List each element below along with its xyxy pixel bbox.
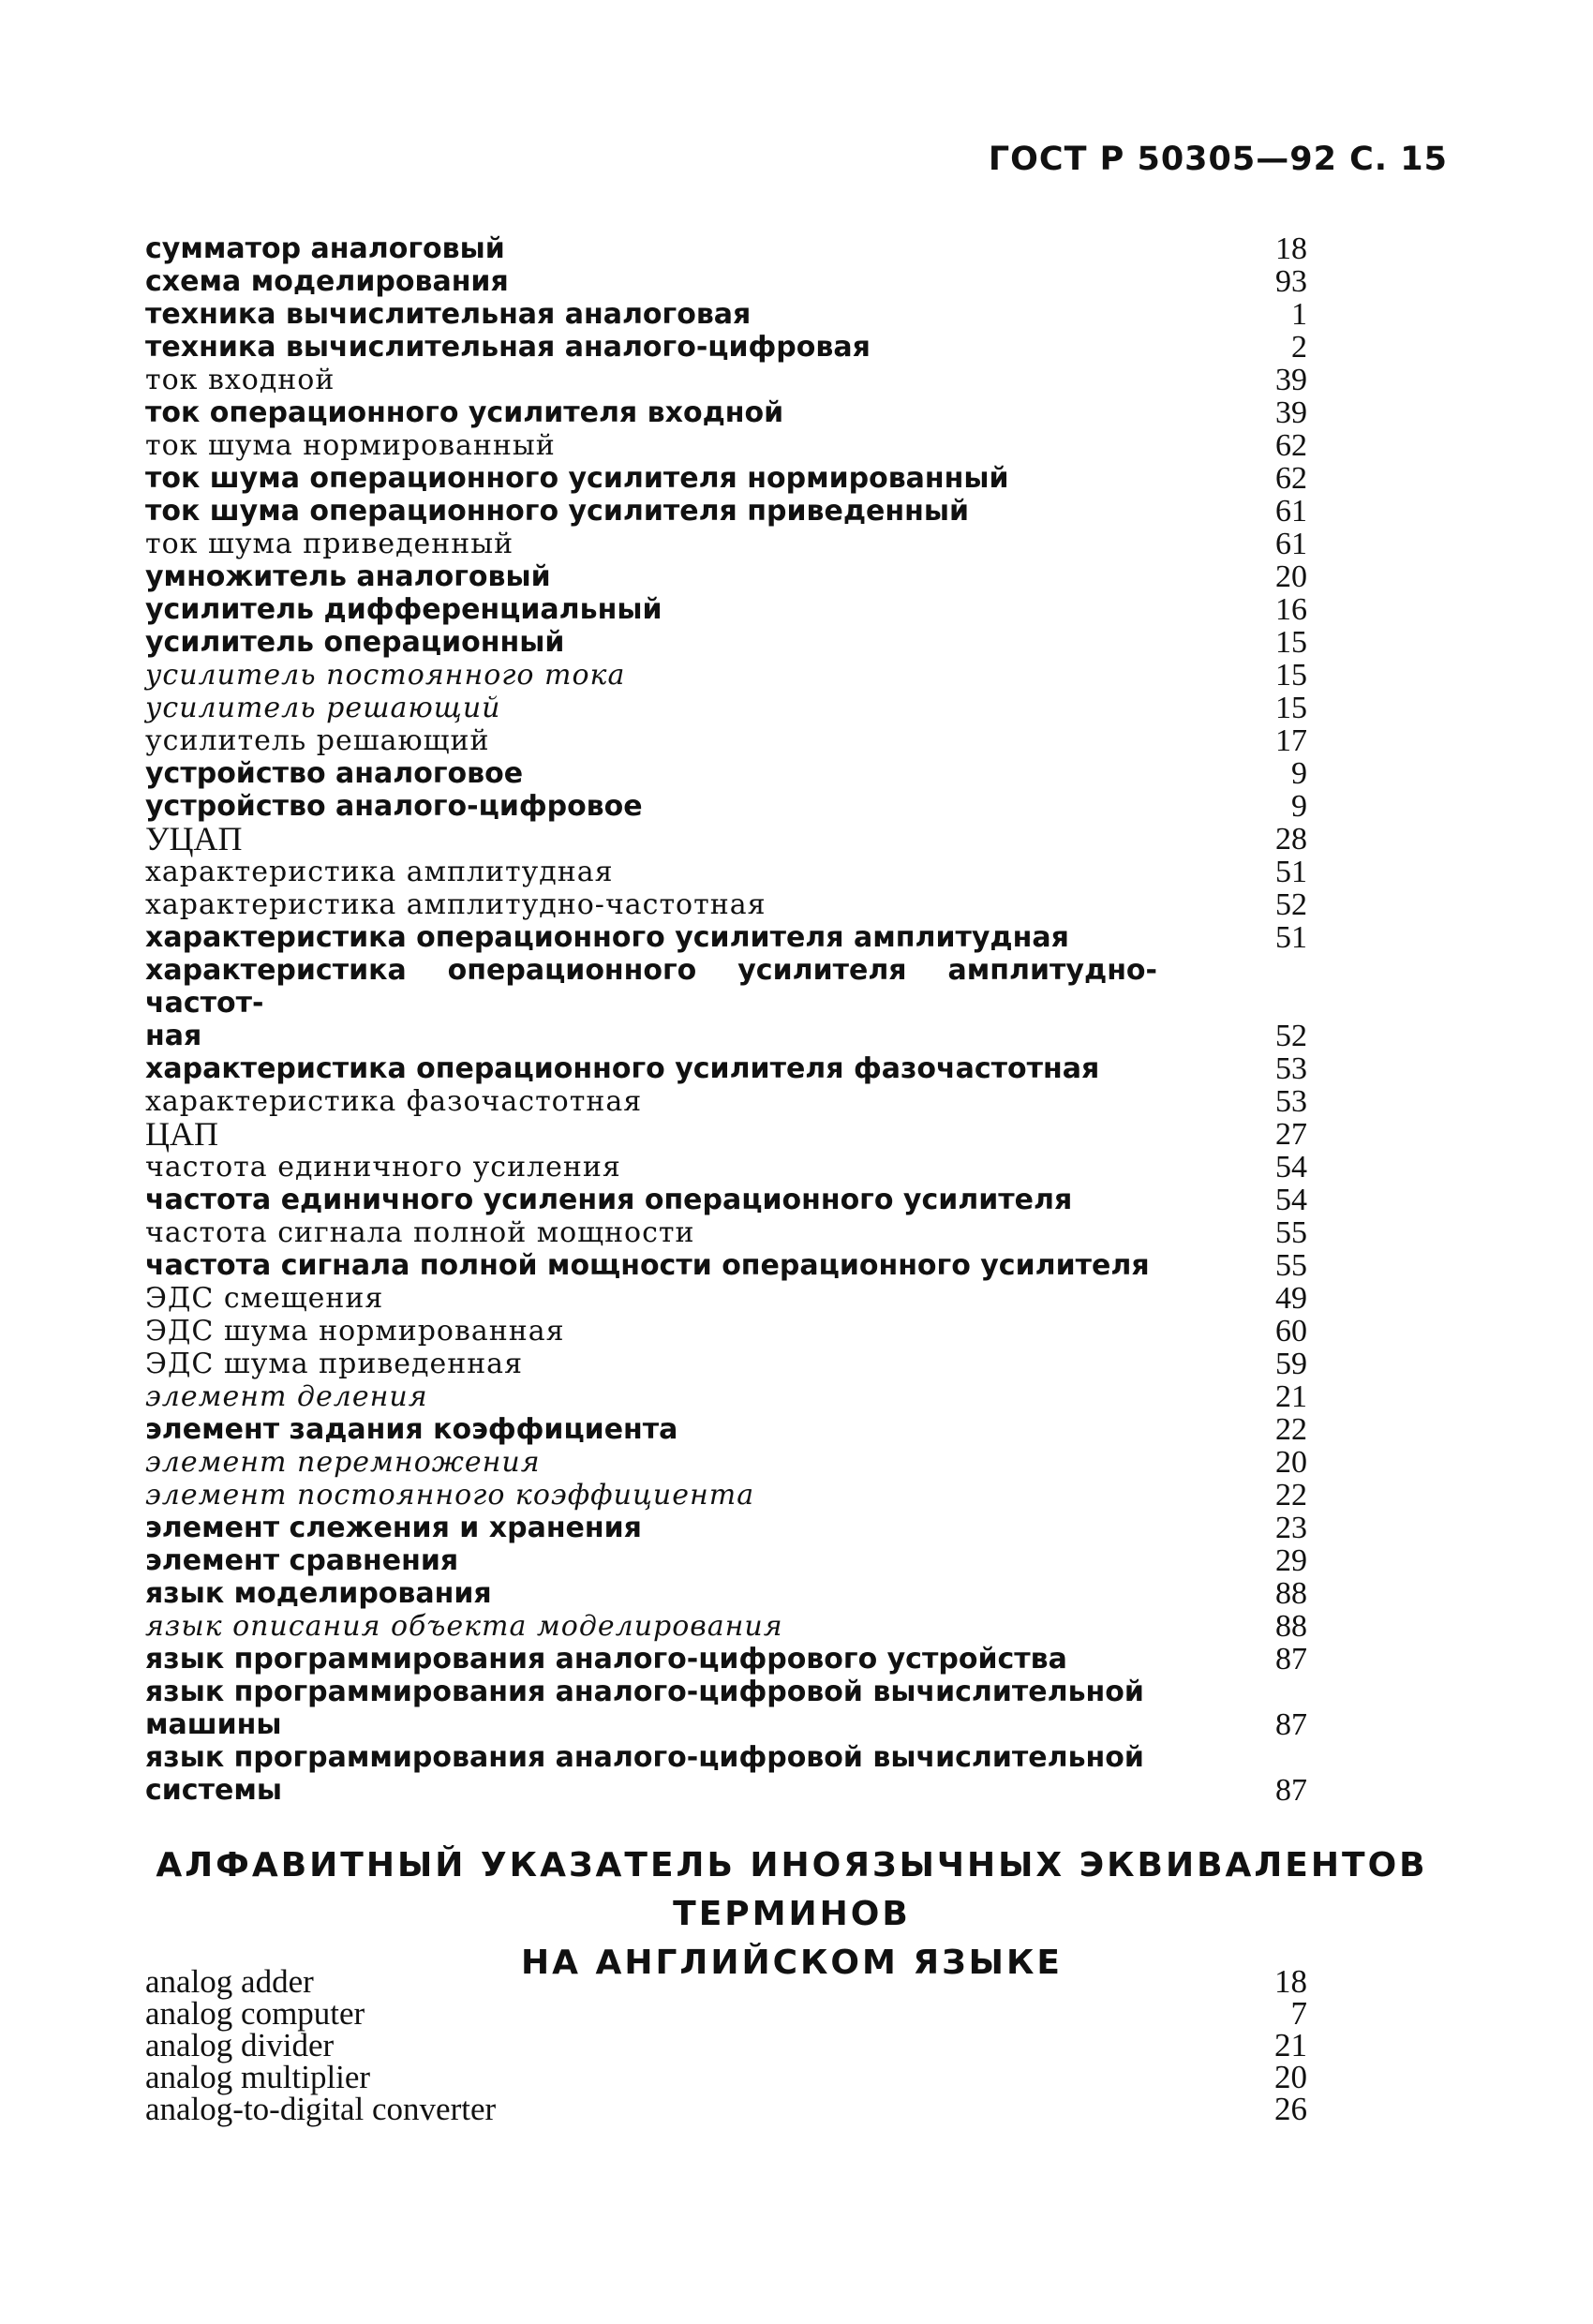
- index-page-number: 88: [1275, 1609, 1307, 1644]
- index-entry: [145, 1643, 1317, 1676]
- index-entry: [145, 1315, 1317, 1348]
- index-term: частота единичного усиления: [145, 1151, 621, 1184]
- index-page-number: 2: [1291, 330, 1307, 365]
- index-term: ЭДС шума нормированная: [145, 1315, 565, 1348]
- index-term: машины: [145, 1708, 282, 1741]
- index-term: ная: [145, 1020, 202, 1052]
- index-term: ток операционного усилителя входной: [145, 396, 784, 429]
- index-term: частота сигнала полной мощности: [145, 1216, 695, 1249]
- index-term: усилитель операционный: [145, 626, 565, 659]
- english-index-term: analog adder: [145, 1963, 314, 2000]
- english-index-term: analog multiplier: [145, 2059, 371, 2095]
- index-entry: [145, 921, 1317, 954]
- index-term: характеристика фазочастотная: [145, 1085, 643, 1118]
- index-entry: [145, 954, 1317, 1020]
- english-index-term: analog computer: [145, 1995, 365, 2032]
- index-page-number: 87: [1275, 1642, 1307, 1676]
- index-entry: [145, 1413, 1317, 1446]
- index-term: усилитель дифференциальный: [145, 593, 663, 626]
- english-index-page-number: 20: [1274, 2059, 1307, 2095]
- index-page-number: 18: [1275, 231, 1307, 266]
- index-term: элемент перемножения: [145, 1446, 541, 1479]
- index-term: характеристика амплитудная: [145, 856, 614, 888]
- index-entry: [145, 1512, 1317, 1544]
- index-entry: [145, 396, 1317, 429]
- index-term: язык моделирования: [145, 1577, 492, 1610]
- index-page-number: 29: [1275, 1543, 1307, 1578]
- index-term: системы: [145, 1774, 282, 1807]
- index-entry: [145, 1115, 1317, 1153]
- index-entry: [145, 495, 1317, 528]
- index-page-number: 87: [1275, 1707, 1307, 1742]
- index-entry: [145, 692, 1317, 724]
- english-index-entry: [145, 2093, 1317, 2125]
- index-term: характеристика амплитудно-частотная: [145, 888, 767, 921]
- index-term: ЦАП: [145, 1115, 218, 1153]
- index-page-number: 9: [1291, 756, 1307, 791]
- index-term: характеристика операционного усилителя амплитудная: [145, 921, 1069, 954]
- english-index-page-number: 18: [1274, 1963, 1307, 2000]
- index-page-number: 52: [1275, 887, 1307, 922]
- english-index-page-number: 7: [1290, 1995, 1307, 2032]
- index-page-number: 51: [1275, 920, 1307, 955]
- index-page-number: 59: [1275, 1347, 1307, 1381]
- index-entry: [145, 1282, 1317, 1315]
- index-entry: [145, 626, 1317, 659]
- index-page-number: 28: [1275, 822, 1307, 857]
- index-term: ток шума нормированный: [145, 429, 556, 462]
- index-term: устройство аналого-цифровое: [145, 790, 643, 823]
- index-page-number: 49: [1275, 1281, 1307, 1316]
- index-term: характеристика операционного усилителя амплитудно-частот-: [145, 954, 1157, 1020]
- english-index-entry: [145, 2059, 1317, 2095]
- index-page-number: 54: [1275, 1183, 1307, 1217]
- index-page-number: 60: [1275, 1314, 1307, 1348]
- index-term: характеристика операционного усилителя фазочастотная: [145, 1052, 1100, 1085]
- index-page-number: 54: [1275, 1150, 1307, 1184]
- index-term: язык программирования аналого-цифрового устройства: [145, 1643, 1067, 1676]
- index-term: частота единичного усиления операционного усилителя: [145, 1184, 1073, 1216]
- index-term: усилитель решающий: [145, 724, 490, 757]
- russian-term-index: [145, 232, 1317, 1807]
- index-term: сумматор аналоговый: [145, 232, 505, 265]
- english-index-entry: [145, 1995, 1317, 2032]
- index-entry: [145, 1544, 1317, 1577]
- index-term: ток шума операционного усилителя приведенный: [145, 495, 969, 528]
- index-term: усилитель решающий: [145, 692, 501, 724]
- english-index-term: analog-to-digital converter: [145, 2091, 497, 2127]
- index-term: устройство аналоговое: [145, 757, 524, 790]
- index-term: ЭДС смещения: [145, 1282, 384, 1315]
- index-entry: [145, 1348, 1317, 1380]
- index-term: техника вычислительная аналоговая: [145, 298, 752, 331]
- index-term: элемент задания коэффициента: [145, 1413, 678, 1446]
- index-entry: [145, 888, 1317, 921]
- index-term: схема моделирования: [145, 265, 509, 298]
- index-term: элемент деления: [145, 1380, 428, 1413]
- index-term: частота сигнала полной мощности операционного усилителя: [145, 1249, 1150, 1282]
- index-page-number: 15: [1275, 691, 1307, 725]
- english-index-page-number: 21: [1274, 2027, 1307, 2063]
- index-entry: [145, 265, 1317, 298]
- index-entry: [145, 724, 1317, 757]
- index-entry: [145, 1610, 1317, 1643]
- index-entry: [145, 790, 1317, 823]
- index-page-number: 53: [1275, 1084, 1307, 1119]
- index-page-number: 51: [1275, 855, 1307, 889]
- index-page-number: 55: [1275, 1215, 1307, 1250]
- index-page-number: 52: [1275, 1019, 1307, 1053]
- index-page-number: 20: [1275, 1445, 1307, 1480]
- index-page-number: 93: [1275, 264, 1307, 299]
- index-term: язык программирования аналого-цифровой вычислительной: [145, 1741, 1144, 1774]
- index-term: элемент сравнения: [145, 1544, 459, 1577]
- index-page-number: 62: [1275, 461, 1307, 496]
- index-page-number: 27: [1275, 1117, 1307, 1152]
- index-entry: [145, 1216, 1317, 1249]
- index-page-number: 17: [1275, 723, 1307, 758]
- index-page-number: 55: [1275, 1248, 1307, 1283]
- index-entry: [145, 1741, 1317, 1774]
- index-term: ток входной: [145, 364, 335, 396]
- index-entry: [145, 462, 1317, 495]
- index-entry: [145, 331, 1317, 364]
- index-page-number: 22: [1275, 1412, 1307, 1447]
- index-entry: [145, 856, 1317, 888]
- index-term: УЦАП: [145, 820, 243, 857]
- index-entry: [145, 1446, 1317, 1479]
- index-page-number: 15: [1275, 625, 1307, 660]
- section-title-line-1: АЛФАВИТНЫЙ УКАЗАТЕЛЬ ИНОЯЗЫЧНЫХ ЭКВИВАЛЕНТОВ ТЕРМИНОВ: [156, 1846, 1428, 1933]
- index-entry: [145, 1184, 1317, 1216]
- index-page-number: 87: [1275, 1773, 1307, 1808]
- index-page-number: 53: [1275, 1051, 1307, 1086]
- index-term: ток шума операционного усилителя нормированный: [145, 462, 1009, 495]
- index-entry: [145, 820, 1317, 857]
- index-page-number: 20: [1275, 559, 1307, 594]
- index-entry: [145, 1708, 1317, 1741]
- index-page-number: 1: [1291, 297, 1307, 332]
- index-entry: [145, 1052, 1317, 1085]
- index-page-number: 61: [1275, 494, 1307, 529]
- index-page-number: 9: [1291, 789, 1307, 824]
- index-entry: [145, 1085, 1317, 1118]
- index-term: элемент постоянного коэффициента: [145, 1479, 755, 1512]
- index-entry: [145, 429, 1317, 462]
- index-entry: [145, 298, 1317, 331]
- index-page-number: 39: [1275, 363, 1307, 397]
- index-entry: [145, 1249, 1317, 1282]
- index-entry: [145, 1676, 1317, 1708]
- index-term: язык программирования аналого-цифровой вычислительной: [145, 1676, 1144, 1708]
- index-page-number: 23: [1275, 1511, 1307, 1545]
- english-index-term: analog divider: [145, 2027, 335, 2063]
- index-entry: [145, 1774, 1317, 1807]
- index-entry: [145, 528, 1317, 560]
- index-entry: [145, 593, 1317, 626]
- english-index-page-number: 26: [1274, 2091, 1307, 2127]
- index-page-number: 15: [1275, 658, 1307, 693]
- english-index-entry: [145, 2027, 1317, 2063]
- index-page-number: 88: [1275, 1576, 1307, 1611]
- index-entry: [145, 757, 1317, 790]
- index-page-number: 21: [1275, 1379, 1307, 1414]
- index-entry: [145, 1151, 1317, 1184]
- index-page-number: 16: [1275, 592, 1307, 627]
- page-header: ГОСТ Р 50305—92 С. 15: [988, 141, 1448, 178]
- index-entry: [145, 1479, 1317, 1512]
- index-entry: [145, 1380, 1317, 1413]
- index-term: ток шума приведенный: [145, 528, 514, 560]
- index-entry: [145, 1577, 1317, 1610]
- index-term: элемент слежения и хранения: [145, 1512, 642, 1544]
- index-page-number: 39: [1275, 395, 1307, 430]
- index-page-number: 61: [1275, 527, 1307, 561]
- index-entry: [145, 232, 1317, 265]
- index-term: усилитель постоянного тока: [145, 659, 626, 692]
- index-term: ЭДС шума приведенная: [145, 1348, 523, 1380]
- index-entry: [145, 1020, 1317, 1052]
- section-title-line-2: НА АНГЛИЙСКОМ ЯЗЫКЕ: [520, 1944, 1064, 1982]
- index-page-number: 62: [1275, 428, 1307, 463]
- index-entry: [145, 659, 1317, 692]
- index-page-number: 22: [1275, 1478, 1307, 1512]
- index-term: умножитель аналоговый: [145, 560, 551, 593]
- index-term: язык описания объекта моделирования: [145, 1610, 783, 1643]
- index-entry: [145, 364, 1317, 396]
- index-term: техника вычислительная аналого-цифровая: [145, 331, 871, 364]
- index-entry: [145, 560, 1317, 593]
